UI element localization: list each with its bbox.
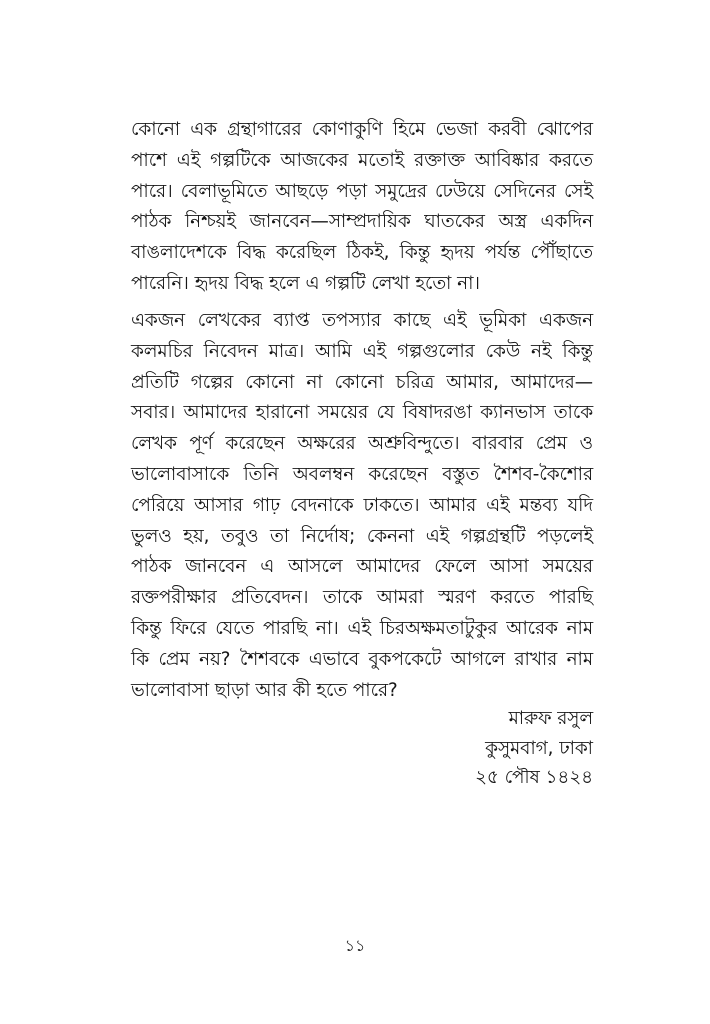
text-line: একজন লেখকের ব্যাপ্ত তপস্যার কাছে এই ভূমিকা একজন — [131, 310, 593, 331]
text-line: ভুলও হয়, তবুও তা নির্দোষ; কেননা এই গল্পগ্রন্থটি পড়লেই — [131, 525, 593, 547]
text-line: রক্তপরীক্ষার প্রতিবেদন। তাকে আমরা স্মরণ করতে পারছি — [131, 587, 593, 609]
text-line: লেখক পূর্ণ করেছেন অক্ষরের অশ্রুবিন্দুতে। বারবার প্রেম ও — [131, 433, 593, 455]
signature-block — [475, 704, 593, 793]
text-line: পারেনি। হৃদয় বিদ্ধ হলে এ গল্পটি লেখা হতো না। — [131, 272, 480, 294]
text-line: ভালোবাসাকে তিনি অবলম্বন করেছেন বস্তুত শৈশব-কৈশোর — [131, 463, 593, 485]
text-line: সবার। আমাদের হারানো সময়ের যে বিষাদরঙা ক্যানভাস তাকে — [131, 402, 593, 424]
text-line: ভালোবাসা ছাড়া আর কী হতে পারে? — [131, 679, 398, 701]
text-line: পাঠক নিশ্চয়ই জানবেন—সাম্প্রদায়িক ঘাতকের অস্ত্র একদিন — [131, 211, 593, 233]
text-line: প্রতিটি গল্পের কোনো না কোনো চরিত্র আমার, আমাদের— — [131, 371, 593, 393]
text-line: কিন্তু ফিরে যেতে পারছি না। এই চিরঅক্ষমতাটুকুর আরেক নাম — [131, 617, 593, 639]
text-line: কোনো এক গ্রন্থাগারের কোণাকুণি হিমে ভেজা করবী ঝোপের — [131, 119, 593, 140]
page-number: ১১ — [344, 936, 366, 955]
author-date: ২৫ পৌষ ১৪২৪ — [475, 767, 593, 788]
author-place: কুসুমবাগ, ঢাকা — [485, 737, 593, 759]
text-line: কলমচির নিবেদন মাত্র। আমি এই গল্পগুলোর কেউ নই কিন্তু — [131, 340, 593, 362]
text-line: পারে। বেলাভূমিতে আছড়ে পড়া সমুদ্রের ঢেউয়ে সেদিনের সেই — [131, 180, 593, 202]
text-line: বাঙলাদেশকে বিদ্ধ করেছিল ঠিকই, কিন্তু হৃদয় পর্যন্ত পৌঁছাতে — [131, 242, 593, 264]
text-line: পাঠক জানবেন এ আসলে আমাদের ফেলে আসা সময়ের — [131, 556, 593, 578]
paragraph-1 — [131, 115, 593, 300]
text-line: পেরিয়ে আসার গাঢ় বেদনাকে ঢাকতে। আমার এই মন্তব্য যদি — [131, 494, 593, 516]
paragraph-2 — [131, 306, 593, 706]
text-line: পাশে এই গল্পটিকে আজকের মতোই রক্তাক্ত আবিষ্কার করতে — [131, 149, 593, 171]
text-line: কি প্রেম নয়? শৈশবকে এভাবে বুকপকেটে আগলে রাখার নাম — [131, 648, 593, 670]
author-name: মারুফ রসুল — [508, 708, 593, 729]
